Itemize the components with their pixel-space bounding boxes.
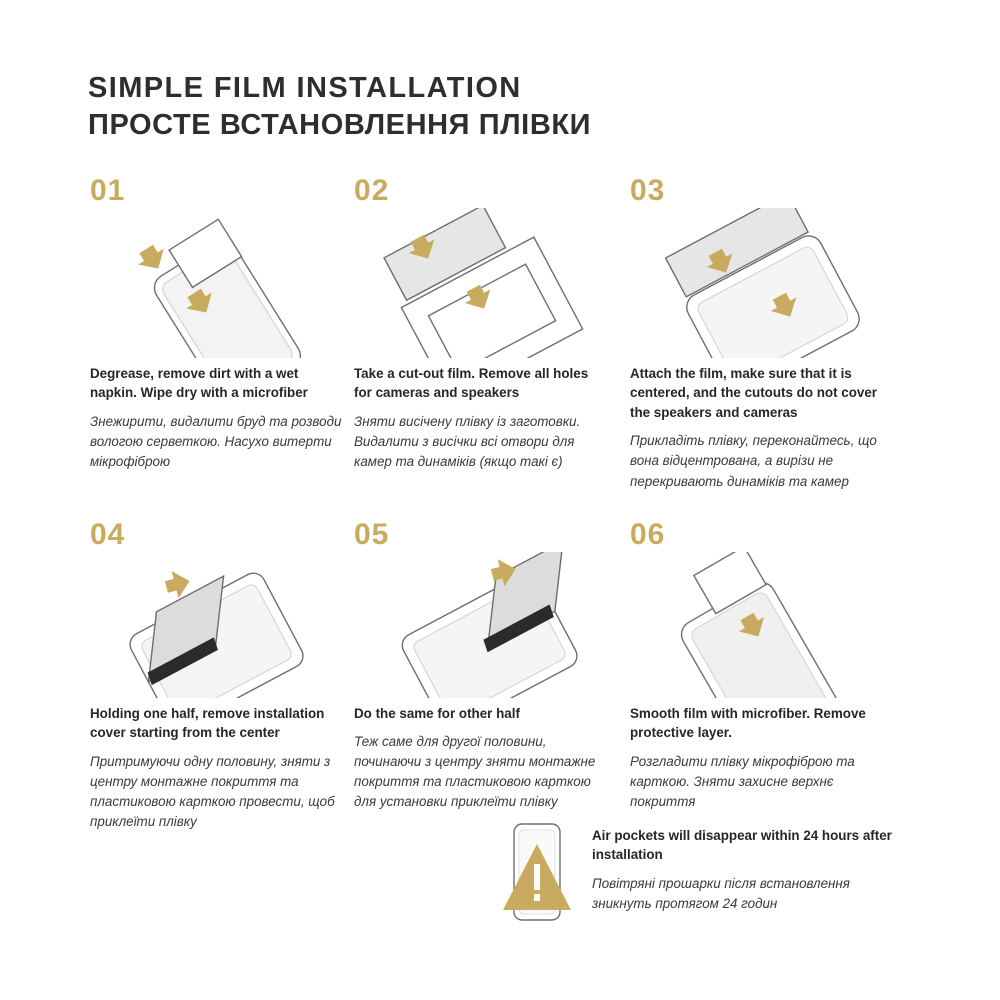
step-text-uk: Притримуючи одну половину, зняти з центру монтажне покриття та пластиковою карткою провести, щоб приклеїти плівку — [90, 753, 335, 829]
step-text-uk: Прикладіть плівку, переконайтесь, що вона відцентрована, а вирізи не перекривають динаміків та камер — [630, 433, 877, 489]
step-text-uk: Розгладити плівку мікрофіброю та карткою. Зняти захисне верхнє покриття — [630, 753, 855, 809]
step-number: 06 — [630, 517, 666, 551]
footer-text — [592, 818, 892, 914]
step-text-en: Holding one half, remove installation cover starting from the center — [90, 705, 325, 741]
smooth-film-icon — [628, 552, 890, 698]
footer-text-uk: Повітряні прошарки після встановлення зникнуть протягом 24 годин — [592, 875, 850, 911]
warning-phone-icon — [492, 820, 582, 929]
step-04 — [88, 517, 350, 832]
step-text-uk: Теж саме для другої половини, починаючи з центру зняти монтажне покриття та пластиковою карткою для установки приклеїти плівку — [354, 734, 596, 810]
step-text-en: Do the same for other half — [354, 705, 520, 721]
step-02 — [352, 176, 614, 492]
step-01 — [88, 176, 350, 492]
attach-film-icon — [628, 208, 890, 358]
footer-text-en: Air pockets will disappear within 24 hours after installation — [592, 828, 892, 863]
page-title-uk: ПРОСТЕ ВСТАНОВЛЕННЯ ПЛІВКИ — [88, 109, 592, 142]
footer-note — [492, 818, 912, 929]
peel-half-left-icon — [88, 552, 350, 698]
step-number: 04 — [90, 517, 126, 551]
step-text-uk: Знежирити, видалити бруд та розводи вологою серветкою. Насухо витерти мікрофіброю — [90, 413, 342, 470]
peel-half-right-icon — [352, 552, 614, 698]
step-text-en: Smooth film with microfiber. Remove protective layer. — [630, 705, 866, 741]
cut-out-film-icon — [352, 208, 614, 358]
step-number: 05 — [354, 517, 390, 551]
step-05 — [352, 517, 614, 832]
steps-grid — [88, 176, 912, 832]
step-03 — [628, 176, 890, 492]
step-text-en: Take a cut-out film. Remove all holes for cameras and speakers — [354, 366, 589, 401]
page-header — [88, 72, 908, 143]
step-number: 02 — [354, 174, 390, 207]
page-title-en: SIMPLE FILM INSTALLATION — [88, 72, 522, 104]
step-text-en: Degrease, remove dirt with a wet napkin. Wipe dry with a microfiber — [90, 366, 308, 401]
step-text-uk: Зняти висічену плівку із заготовки. Видалити з висічки всі отвори для камер та динаміків (якщо такі є) — [354, 413, 581, 470]
phone-with-wipe-icon — [88, 208, 350, 358]
step-number: 01 — [90, 174, 126, 207]
step-text-en: Attach the film, make sure that it is centered, and the cutouts do not cover the speakers and cameras — [630, 366, 878, 420]
step-06 — [628, 517, 890, 832]
step-number: 03 — [630, 174, 666, 207]
